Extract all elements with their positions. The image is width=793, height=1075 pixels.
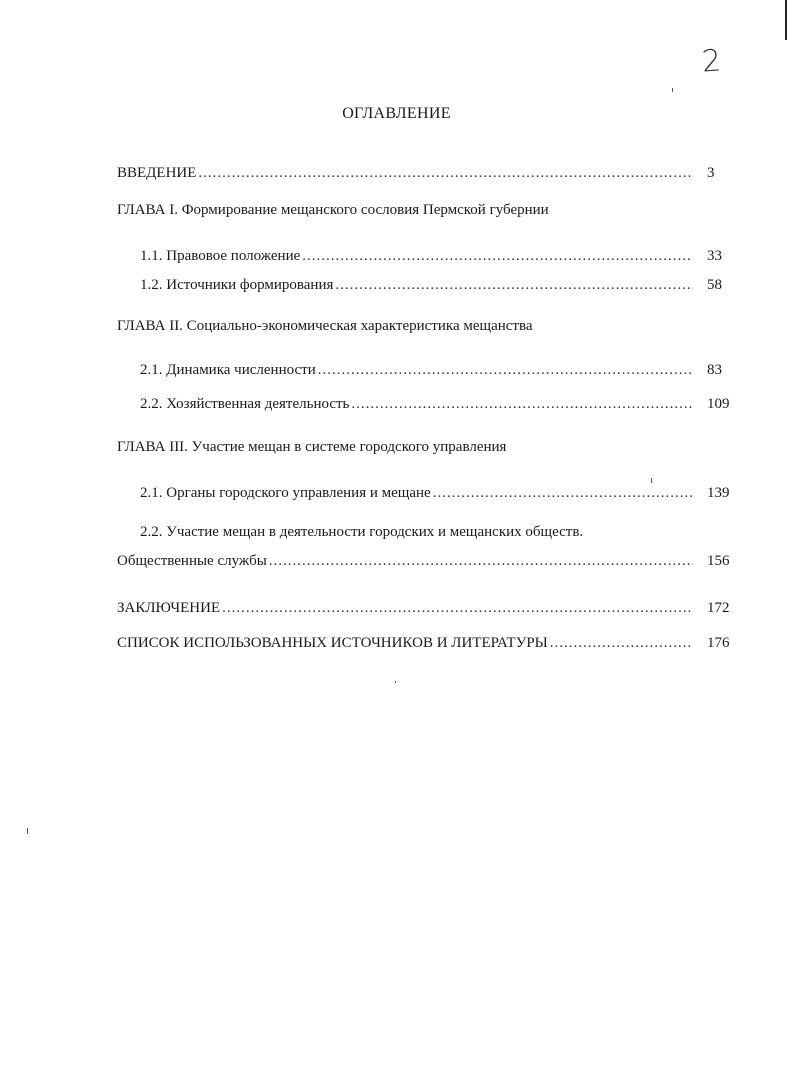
chapter-1-heading: ГЛАВА I. Формирование мещанского сословия Пермской губернии xyxy=(117,202,549,218)
handwritten-page-number: 2 xyxy=(700,43,723,80)
toc-entry-page: 109 xyxy=(707,396,730,412)
toc-entry-label: СПИСОК ИСПОЛЬЗОВАННЫХ ИСТОЧНИКОВ И ЛИТЕРАТУРЫ xyxy=(117,635,548,651)
toc-entry-label: 2.1. Динамика численности xyxy=(140,362,316,378)
toc-entry-page: 139 xyxy=(707,485,730,501)
toc-entry-page: 176 xyxy=(707,635,730,651)
toc-entry-1-2[interactable] xyxy=(140,275,737,295)
toc-entry-label: ЗАКЛЮЧЕНИЕ xyxy=(117,600,221,616)
toc-entry-label-cont: Общественные службы xyxy=(117,553,267,569)
leader-dots xyxy=(335,275,693,295)
toc-entry-page: 58 xyxy=(707,277,722,293)
toc-entry-page: 33 xyxy=(707,248,722,264)
toc-title: ОГЛАВЛЕНИЕ xyxy=(342,105,451,122)
toc-entry-label: 2.1. Органы городского управления и мещане xyxy=(140,485,431,501)
toc-entry-sources[interactable] xyxy=(117,633,737,653)
toc-entry-page: 172 xyxy=(707,600,730,616)
leader-dots xyxy=(222,598,693,618)
toc-entry-intro[interactable] xyxy=(117,163,737,183)
margin-mark xyxy=(785,0,787,40)
scan-speck xyxy=(27,828,28,834)
toc-entry-label: ВВЕДЕНИЕ xyxy=(117,165,197,181)
toc-entry-conclusion[interactable] xyxy=(117,598,737,618)
leader-dots xyxy=(198,163,693,183)
toc-entry-2-1[interactable] xyxy=(140,360,737,380)
leader-dots xyxy=(318,360,693,380)
toc-entry-3-2-label[interactable]: 2.2. Участие мещан в деятельности городских и мещанских обществ. xyxy=(140,524,584,540)
toc-entry-page: 83 xyxy=(707,362,722,378)
chapter-3-heading: ГЛАВА III. Участие мещан в системе городского управления xyxy=(117,439,507,455)
toc-entry-3-1[interactable] xyxy=(140,483,737,503)
toc-entry-page: 3 xyxy=(707,165,715,181)
toc-entry-label: 1.2. Источники формирования xyxy=(140,277,334,293)
leader-dots xyxy=(302,246,693,266)
toc-entry-label: 2.2. Хозяйственная деятельность xyxy=(140,396,350,412)
toc-entry-3-2[interactable] xyxy=(117,551,737,571)
leader-dots xyxy=(351,394,693,414)
leader-dots xyxy=(550,633,693,653)
scan-speck xyxy=(672,88,673,92)
toc-entry-2-2[interactable] xyxy=(140,394,737,414)
leader-dots xyxy=(433,483,693,503)
toc-entry-page: 156 xyxy=(707,553,730,569)
toc-entry-1-1[interactable] xyxy=(140,246,737,266)
toc-entry-label: 1.1. Правовое положение xyxy=(140,248,301,264)
leader-dots xyxy=(269,551,693,571)
scan-speck xyxy=(651,478,652,483)
chapter-2-heading: ГЛАВА II. Социально-экономическая характеристика мещанства xyxy=(117,318,533,334)
scan-speck xyxy=(395,681,396,683)
